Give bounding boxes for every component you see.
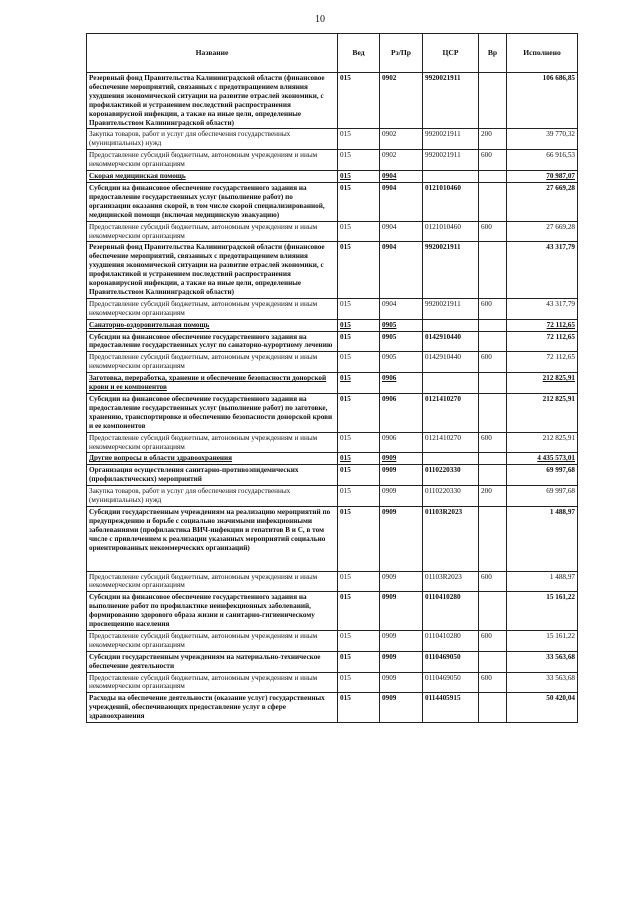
table-row <box>87 486 578 507</box>
row-rzpr-cell: 0909 <box>380 672 423 693</box>
row-ved-cell: 015 <box>338 182 380 221</box>
row-ved-cell: 015 <box>338 221 380 242</box>
row-csr-cell: 9920021911 <box>423 242 479 298</box>
row-vr-cell: 600 <box>479 630 507 651</box>
header-sum: Исполнено <box>507 34 578 73</box>
row-sum-cell: 43 317,79 <box>507 298 578 319</box>
row-ved-cell: 015 <box>338 432 380 453</box>
row-vr-cell <box>479 182 507 221</box>
row-ved-cell: 015 <box>338 453 380 465</box>
table-row <box>87 651 578 672</box>
row-name-cell: Заготовка, переработка, хранение и обеспечение безопасности донорской крови и ее компонентов <box>87 373 338 394</box>
row-sum-cell: 72 112,65 <box>507 352 578 373</box>
table-row <box>87 592 578 631</box>
row-rzpr-cell: 0902 <box>380 129 423 150</box>
row-ved-cell: 015 <box>338 592 380 631</box>
row-ved-cell: 015 <box>338 129 380 150</box>
header-ved: Вед <box>338 34 380 73</box>
row-sum-cell: 106 686,85 <box>507 73 578 129</box>
row-name-cell: Субсидии на финансовое обеспечение государственного задания на предоставление государственных услуг по санаторно-курортному лечению <box>87 331 338 352</box>
row-rzpr-cell: 0904 <box>380 221 423 242</box>
table-row <box>87 693 578 723</box>
row-rzpr-cell: 0909 <box>380 465 423 486</box>
row-sum-cell: 212 825,91 <box>507 373 578 394</box>
table-row <box>87 465 578 486</box>
row-vr-cell: 600 <box>479 221 507 242</box>
table-row <box>87 630 578 651</box>
row-ved-cell: 015 <box>338 150 380 171</box>
row-sum-cell: 212 825,91 <box>507 432 578 453</box>
row-rzpr-cell: 0906 <box>380 373 423 394</box>
row-vr-cell <box>479 373 507 394</box>
row-csr-cell <box>423 373 479 394</box>
table-row <box>87 432 578 453</box>
header-name: Название <box>87 34 338 73</box>
row-csr-cell: 01103R2023 <box>423 571 479 592</box>
row-name-cell: Закупка товаров, работ и услуг для обеспечения государственных (муниципальных) нужд <box>87 486 338 507</box>
row-sum-cell: 4 435 573,01 <box>507 453 578 465</box>
row-csr-cell: 0114405915 <box>423 693 479 723</box>
row-rzpr-cell: 0904 <box>380 298 423 319</box>
row-vr-cell: 600 <box>479 432 507 453</box>
row-sum-cell: 15 161,22 <box>507 592 578 631</box>
row-ved-cell: 015 <box>338 319 380 331</box>
row-ved-cell: 015 <box>338 693 380 723</box>
row-name-cell: Другие вопросы в области здравоохранения <box>87 453 338 465</box>
row-sum-cell: 33 563,68 <box>507 651 578 672</box>
row-sum-cell: 72 112,65 <box>507 319 578 331</box>
row-csr-cell: 0110220330 <box>423 486 479 507</box>
row-csr-cell: 0110410280 <box>423 630 479 651</box>
table-header-row <box>87 34 578 73</box>
table-row <box>87 672 578 693</box>
row-rzpr-cell: 0905 <box>380 331 423 352</box>
row-ved-cell: 015 <box>338 171 380 183</box>
row-name-cell: Организация осуществления санитарно-противоэпидемических (профилактических) мероприятий <box>87 465 338 486</box>
table-row <box>87 331 578 352</box>
row-name-cell: Резервный фонд Правительства Калининградской области (финансовое обеспечение мероприятий, связанных с предотвращением влияния ухудшения экономической ситуации на развитие отраслей экономики, с профилактикой и устранением последствий распространения коронавирусной инфекции, а также на иные цели, определенные Правительством Калининградской области) <box>87 73 338 129</box>
row-name-cell: Субсидии на финансовое обеспечение государственного задания на выполнение работ по профилактике неинфекционных заболеваний, формированию здорового образа жизни и санитарно-гигиеническому просвещению населения <box>87 592 338 631</box>
row-name-cell: Скорая медицинская помощь <box>87 171 338 183</box>
row-csr-cell: 0142910440 <box>423 352 479 373</box>
row-csr-cell: 9920021911 <box>423 73 479 129</box>
row-rzpr-cell: 0909 <box>380 693 423 723</box>
row-rzpr-cell: 0904 <box>380 242 423 298</box>
row-name-cell: Субсидии на финансовое обеспечение государственного задания на предоставление государственных услуг (выполнение работ) по заготовке, хранению, транспортировке и обеспечению безопасности донорской крови и ее компонентов <box>87 394 338 433</box>
row-csr-cell: 0110410280 <box>423 592 479 631</box>
row-rzpr-cell: 0909 <box>380 571 423 592</box>
row-sum-cell: 69 997,68 <box>507 465 578 486</box>
row-rzpr-cell: 0906 <box>380 432 423 453</box>
row-ved-cell: 015 <box>338 672 380 693</box>
row-name-cell: Предоставление субсидий бюджетным, автономным учреждениям и иным некоммерческим организациям <box>87 672 338 693</box>
row-name-cell: Субсидии государственным учреждениям на реализацию мероприятий по предупреждению и борьбе с социально значимыми инфекционными заболеваниями (профилактика ВИЧ-инфекции и гепатитов В и С, в том числе с привлечением к реализации указанных мероприятий социально ориентированных некоммерческих организаций) <box>87 506 338 571</box>
row-rzpr-cell: 0905 <box>380 352 423 373</box>
row-vr-cell <box>479 465 507 486</box>
row-csr-cell: 9920021911 <box>423 129 479 150</box>
table-row <box>87 73 578 129</box>
row-vr-cell <box>479 651 507 672</box>
table-row <box>87 394 578 433</box>
page-number: 10 <box>315 14 325 25</box>
row-ved-cell: 015 <box>338 394 380 433</box>
row-rzpr-cell: 0902 <box>380 150 423 171</box>
row-sum-cell: 27 669,28 <box>507 182 578 221</box>
row-name-cell: Предоставление субсидий бюджетным, автономным учреждениям и иным некоммерческим организациям <box>87 221 338 242</box>
row-vr-cell <box>479 592 507 631</box>
row-sum-cell: 212 825,91 <box>507 394 578 433</box>
row-vr-cell <box>479 73 507 129</box>
row-name-cell: Субсидии на финансовое обеспечение государственного задания на предоставление государственных услуг (выполнение работ) по организации оказания скорой, в том числе скорой специализированной, медицинской помощи (включая медицинскую эвакуацию) <box>87 182 338 221</box>
row-ved-cell: 015 <box>338 242 380 298</box>
row-ved-cell: 015 <box>338 571 380 592</box>
row-rzpr-cell: 0904 <box>380 171 423 183</box>
row-vr-cell <box>479 693 507 723</box>
table-row <box>87 182 578 221</box>
row-ved-cell: 015 <box>338 506 380 571</box>
row-vr-cell <box>479 319 507 331</box>
row-sum-cell: 43 317,79 <box>507 242 578 298</box>
row-name-cell: Предоставление субсидий бюджетным, автономным учреждениям и иным некоммерческим организациям <box>87 630 338 651</box>
table-row <box>87 319 578 331</box>
row-ved-cell: 015 <box>338 352 380 373</box>
row-name-cell: Резервный фонд Правительства Калининградской области (финансовое обеспечение мероприятий, связанных с предотвращением влияния ухудшения экономической ситуации на развитие отраслей экономики, с профилактикой и устранением последствий распространения коронавирусной инфекции, а также на иные цели, определенные Правительством Калининградской области) <box>87 242 338 298</box>
row-vr-cell: 200 <box>479 486 507 507</box>
row-ved-cell: 015 <box>338 73 380 129</box>
row-ved-cell: 015 <box>338 651 380 672</box>
row-name-cell: Субсидии государственным учреждениям на материально-техническое обеспечение деятельности <box>87 651 338 672</box>
row-vr-cell: 600 <box>479 571 507 592</box>
row-ved-cell: 015 <box>338 331 380 352</box>
row-vr-cell: 200 <box>479 129 507 150</box>
row-csr-cell: 9920021911 <box>423 150 479 171</box>
row-vr-cell <box>479 331 507 352</box>
row-csr-cell: 0142910440 <box>423 331 479 352</box>
row-name-cell: Расходы на обеспечение деятельности (оказание услуг) государственных учреждений, обеспечивающих предоставление услуг в сфере здравоохранения <box>87 693 338 723</box>
row-csr-cell: 0121010460 <box>423 182 479 221</box>
row-rzpr-cell: 0909 <box>380 630 423 651</box>
row-ved-cell: 015 <box>338 298 380 319</box>
row-sum-cell: 70 987,07 <box>507 171 578 183</box>
row-vr-cell <box>479 242 507 298</box>
table-row <box>87 150 578 171</box>
row-rzpr-cell: 0909 <box>380 651 423 672</box>
table-row <box>87 298 578 319</box>
row-rzpr-cell: 0902 <box>380 73 423 129</box>
row-vr-cell <box>479 394 507 433</box>
row-sum-cell: 1 488,97 <box>507 506 578 571</box>
table-row <box>87 242 578 298</box>
table-row <box>87 571 578 592</box>
row-sum-cell: 72 112,65 <box>507 331 578 352</box>
row-csr-cell: 0110469050 <box>423 672 479 693</box>
row-rzpr-cell: 0904 <box>380 182 423 221</box>
row-ved-cell: 015 <box>338 465 380 486</box>
table-row <box>87 506 578 571</box>
header-rzpr: Рз/Пр <box>380 34 423 73</box>
table-row <box>87 171 578 183</box>
row-rzpr-cell: 0909 <box>380 592 423 631</box>
row-vr-cell <box>479 453 507 465</box>
table-row <box>87 352 578 373</box>
row-sum-cell: 1 488,97 <box>507 571 578 592</box>
row-csr-cell: 0110469050 <box>423 651 479 672</box>
row-vr-cell: 600 <box>479 298 507 319</box>
header-vr: Вр <box>479 34 507 73</box>
row-name-cell: Закупка товаров, работ и услуг для обеспечения государственных (муниципальных) нужд <box>87 129 338 150</box>
row-sum-cell: 69 997,68 <box>507 486 578 507</box>
row-csr-cell <box>423 453 479 465</box>
row-vr-cell <box>479 506 507 571</box>
row-csr-cell: 0121410270 <box>423 432 479 453</box>
row-csr-cell <box>423 171 479 183</box>
row-sum-cell: 33 563,68 <box>507 672 578 693</box>
budget-table <box>86 33 578 723</box>
row-rzpr-cell: 0909 <box>380 453 423 465</box>
row-sum-cell: 50 420,04 <box>507 693 578 723</box>
row-vr-cell: 600 <box>479 672 507 693</box>
row-sum-cell: 15 161,22 <box>507 630 578 651</box>
header-csr: ЦСР <box>423 34 479 73</box>
row-rzpr-cell: 0906 <box>380 394 423 433</box>
row-name-cell: Предоставление субсидий бюджетным, автономным учреждениям и иным некоммерческим организациям <box>87 352 338 373</box>
row-name-cell: Предоставление субсидий бюджетным, автономным учреждениям и иным некоммерческим организациям <box>87 432 338 453</box>
row-ved-cell: 015 <box>338 630 380 651</box>
row-vr-cell: 600 <box>479 150 507 171</box>
row-sum-cell: 27 669,28 <box>507 221 578 242</box>
table-row <box>87 221 578 242</box>
row-csr-cell: 0121010460 <box>423 221 479 242</box>
table-row <box>87 373 578 394</box>
row-name-cell: Предоставление субсидий бюджетным, автономным учреждениям и иным некоммерческим организациям <box>87 298 338 319</box>
row-ved-cell: 015 <box>338 486 380 507</box>
row-csr-cell: 9920021911 <box>423 298 479 319</box>
row-ved-cell: 015 <box>338 373 380 394</box>
table-body <box>87 73 578 723</box>
table-row <box>87 453 578 465</box>
row-sum-cell: 66 916,53 <box>507 150 578 171</box>
row-vr-cell <box>479 171 507 183</box>
row-csr-cell: 0110220330 <box>423 465 479 486</box>
row-name-cell: Санаторно-оздоровительная помощь <box>87 319 338 331</box>
row-csr-cell: 0121410270 <box>423 394 479 433</box>
row-rzpr-cell: 0909 <box>380 486 423 507</box>
row-name-cell: Предоставление субсидий бюджетным, автономным учреждениям и иным некоммерческим организациям <box>87 150 338 171</box>
row-vr-cell: 600 <box>479 352 507 373</box>
table-row <box>87 129 578 150</box>
row-csr-cell: 01103R2023 <box>423 506 479 571</box>
row-name-cell: Предоставление субсидий бюджетным, автономным учреждениям и иным некоммерческим организациям <box>87 571 338 592</box>
row-rzpr-cell: 0905 <box>380 319 423 331</box>
row-csr-cell <box>423 319 479 331</box>
row-rzpr-cell: 0909 <box>380 506 423 571</box>
row-sum-cell: 39 770,32 <box>507 129 578 150</box>
